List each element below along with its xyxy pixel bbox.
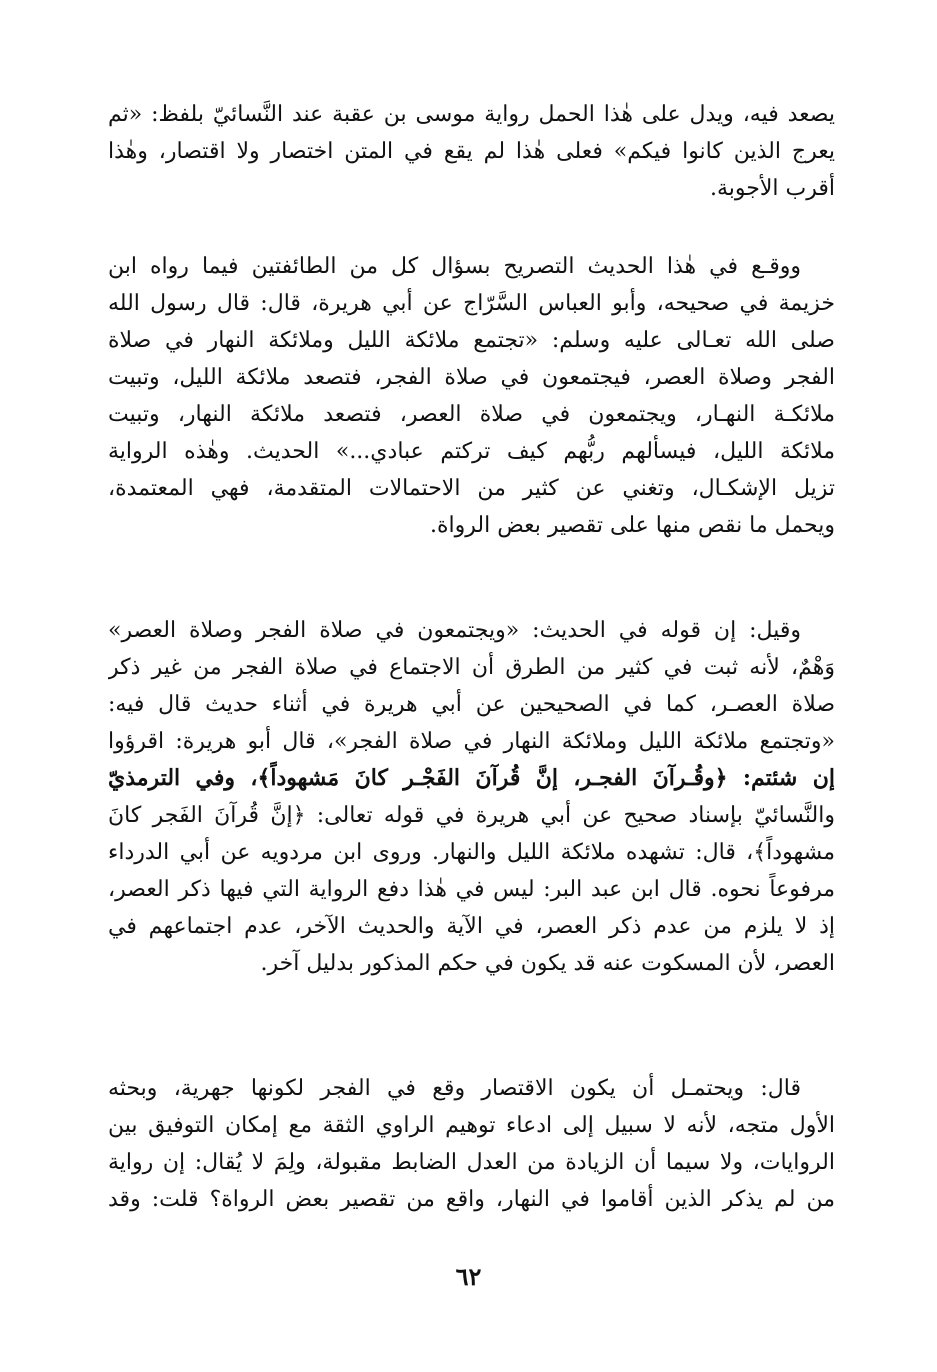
text-line: يعرج الذين كانوا فيكم» فعلى هٰذا لم يقع في المتن اختصار ولا اقتصار، وهٰذا [108, 139, 835, 164]
text-line: قال: ويحتمـل أن يكون الاقتصار وقع في الفجر لكونها جهرية، وبحثه [108, 1076, 801, 1101]
paragraph-4 [108, 1070, 835, 1218]
text-line: وَهْمٌ، لأنه ثبت في كثير من الطرق أن الاجتماع في صلاة الفجر من غير ذكر [108, 655, 835, 680]
paragraph-3 [108, 612, 835, 982]
text-line: مرفوعاً نحوه. قال ابن عبد البر: ليس في هٰذا دفع الرواية التي فيها ذكر العصر، [108, 877, 835, 902]
text-line: الأول متجه، لأنه لا سبيل إلى ادعاء توهيم الراوي الثقة مع إمكان التوفيق بين [108, 1113, 835, 1138]
text-line: «وتجتمع ملائكة الليل وملائكة النهار في صلاة الفجر»، قال أبو هريرة: اقرؤوا [108, 729, 835, 754]
text-line: الفجر وصلاة العصر، فيجتمعون في صلاة الفجر، فتصعد ملائكة الليل، وتبيت [108, 365, 835, 390]
page-number: ٦٢ [455, 1262, 482, 1291]
text-line: ووقـع في هٰذا الحديث التصريح بسؤال كل من الطائفتين فيما رواه ابن [108, 254, 801, 279]
text-line: من لم يذكر الذين أقاموا في النهار، واقع من تقصير بعض الرواة؟ قلت: وقد [108, 1187, 835, 1212]
text-line: إذ لا يلزم من عدم ذكر العصر، في الآية والحديث الآخر، عدم اجتماعهم في [108, 914, 835, 939]
text-line: خزيمة في صحيحه، وأبو العباس السَّرّاج عن أبي هريرة، قال: قال رسول الله [108, 291, 835, 316]
text-line: صلى الله تعـالى عليه وسلم: «تجتمع ملائكة الليل وملائكة النهار في صلاة [108, 328, 835, 353]
text-line: العصر، لأن المسكوت عنه قد يكون في حكم المذكور بدليل آخر. [260, 951, 835, 976]
text-line: يصعد فيه، ويدل على هٰذا الحمل رواية موسى بن عقبة عند النَّسائيّ بلفظ: «ثم [108, 102, 835, 127]
text-line: ويحمل ما نقص منها على تقصير بعض الرواة. [430, 513, 835, 538]
text-line: ملائكة الليل، فيسألهم ربُّهم كيف تركتم عبادي...» الحديث. وهٰذه الرواية [108, 439, 835, 464]
text-line: إن شئتم: ﴿وقُـرآنَ الفجـر، إنَّ قُرآنَ الفَجْـر كانَ مَشهوداً﴾، وفي الترمذيّ [108, 765, 835, 791]
text-line: أقرب الأجوبة. [709, 176, 835, 201]
paragraph-2 [108, 248, 835, 544]
text-line: الروايات، ولا سيما أن الزيادة من العدل الضابط مقبولة، ولِمَ لا يُقال: إن رواية [108, 1150, 835, 1175]
paragraph-1 [108, 96, 835, 207]
text-line: والنَّسائيّ بإسناد صحيح عن أبي هريرة في قوله تعالى: ﴿إنَّ قُرآنَ الفَجر كانَ [108, 803, 835, 828]
text-line: صلاة العصـر، كما في الصحيحين عن أبي هريرة في أثناء حديث قال فيه: [108, 692, 835, 717]
text-line: تزيل الإشكـال، وتغني عن كثير من الاحتمالات المتقدمة، فهي المعتمدة، [108, 476, 835, 501]
text-line: ملائكـة النهـار، ويجتمعون في صلاة العصر، فتصعد ملائكة النهار، وتبيت [108, 402, 835, 427]
text-line: وقيل: إن قوله في الحديث: «ويجتمعون في صلاة الفجر وصلاة العصر» [108, 618, 801, 643]
text-line: مشهوداً﴾، قال: تشهده ملائكة الليل والنهار. وروى ابن مردويه عن أبي الدرداء [108, 840, 835, 865]
